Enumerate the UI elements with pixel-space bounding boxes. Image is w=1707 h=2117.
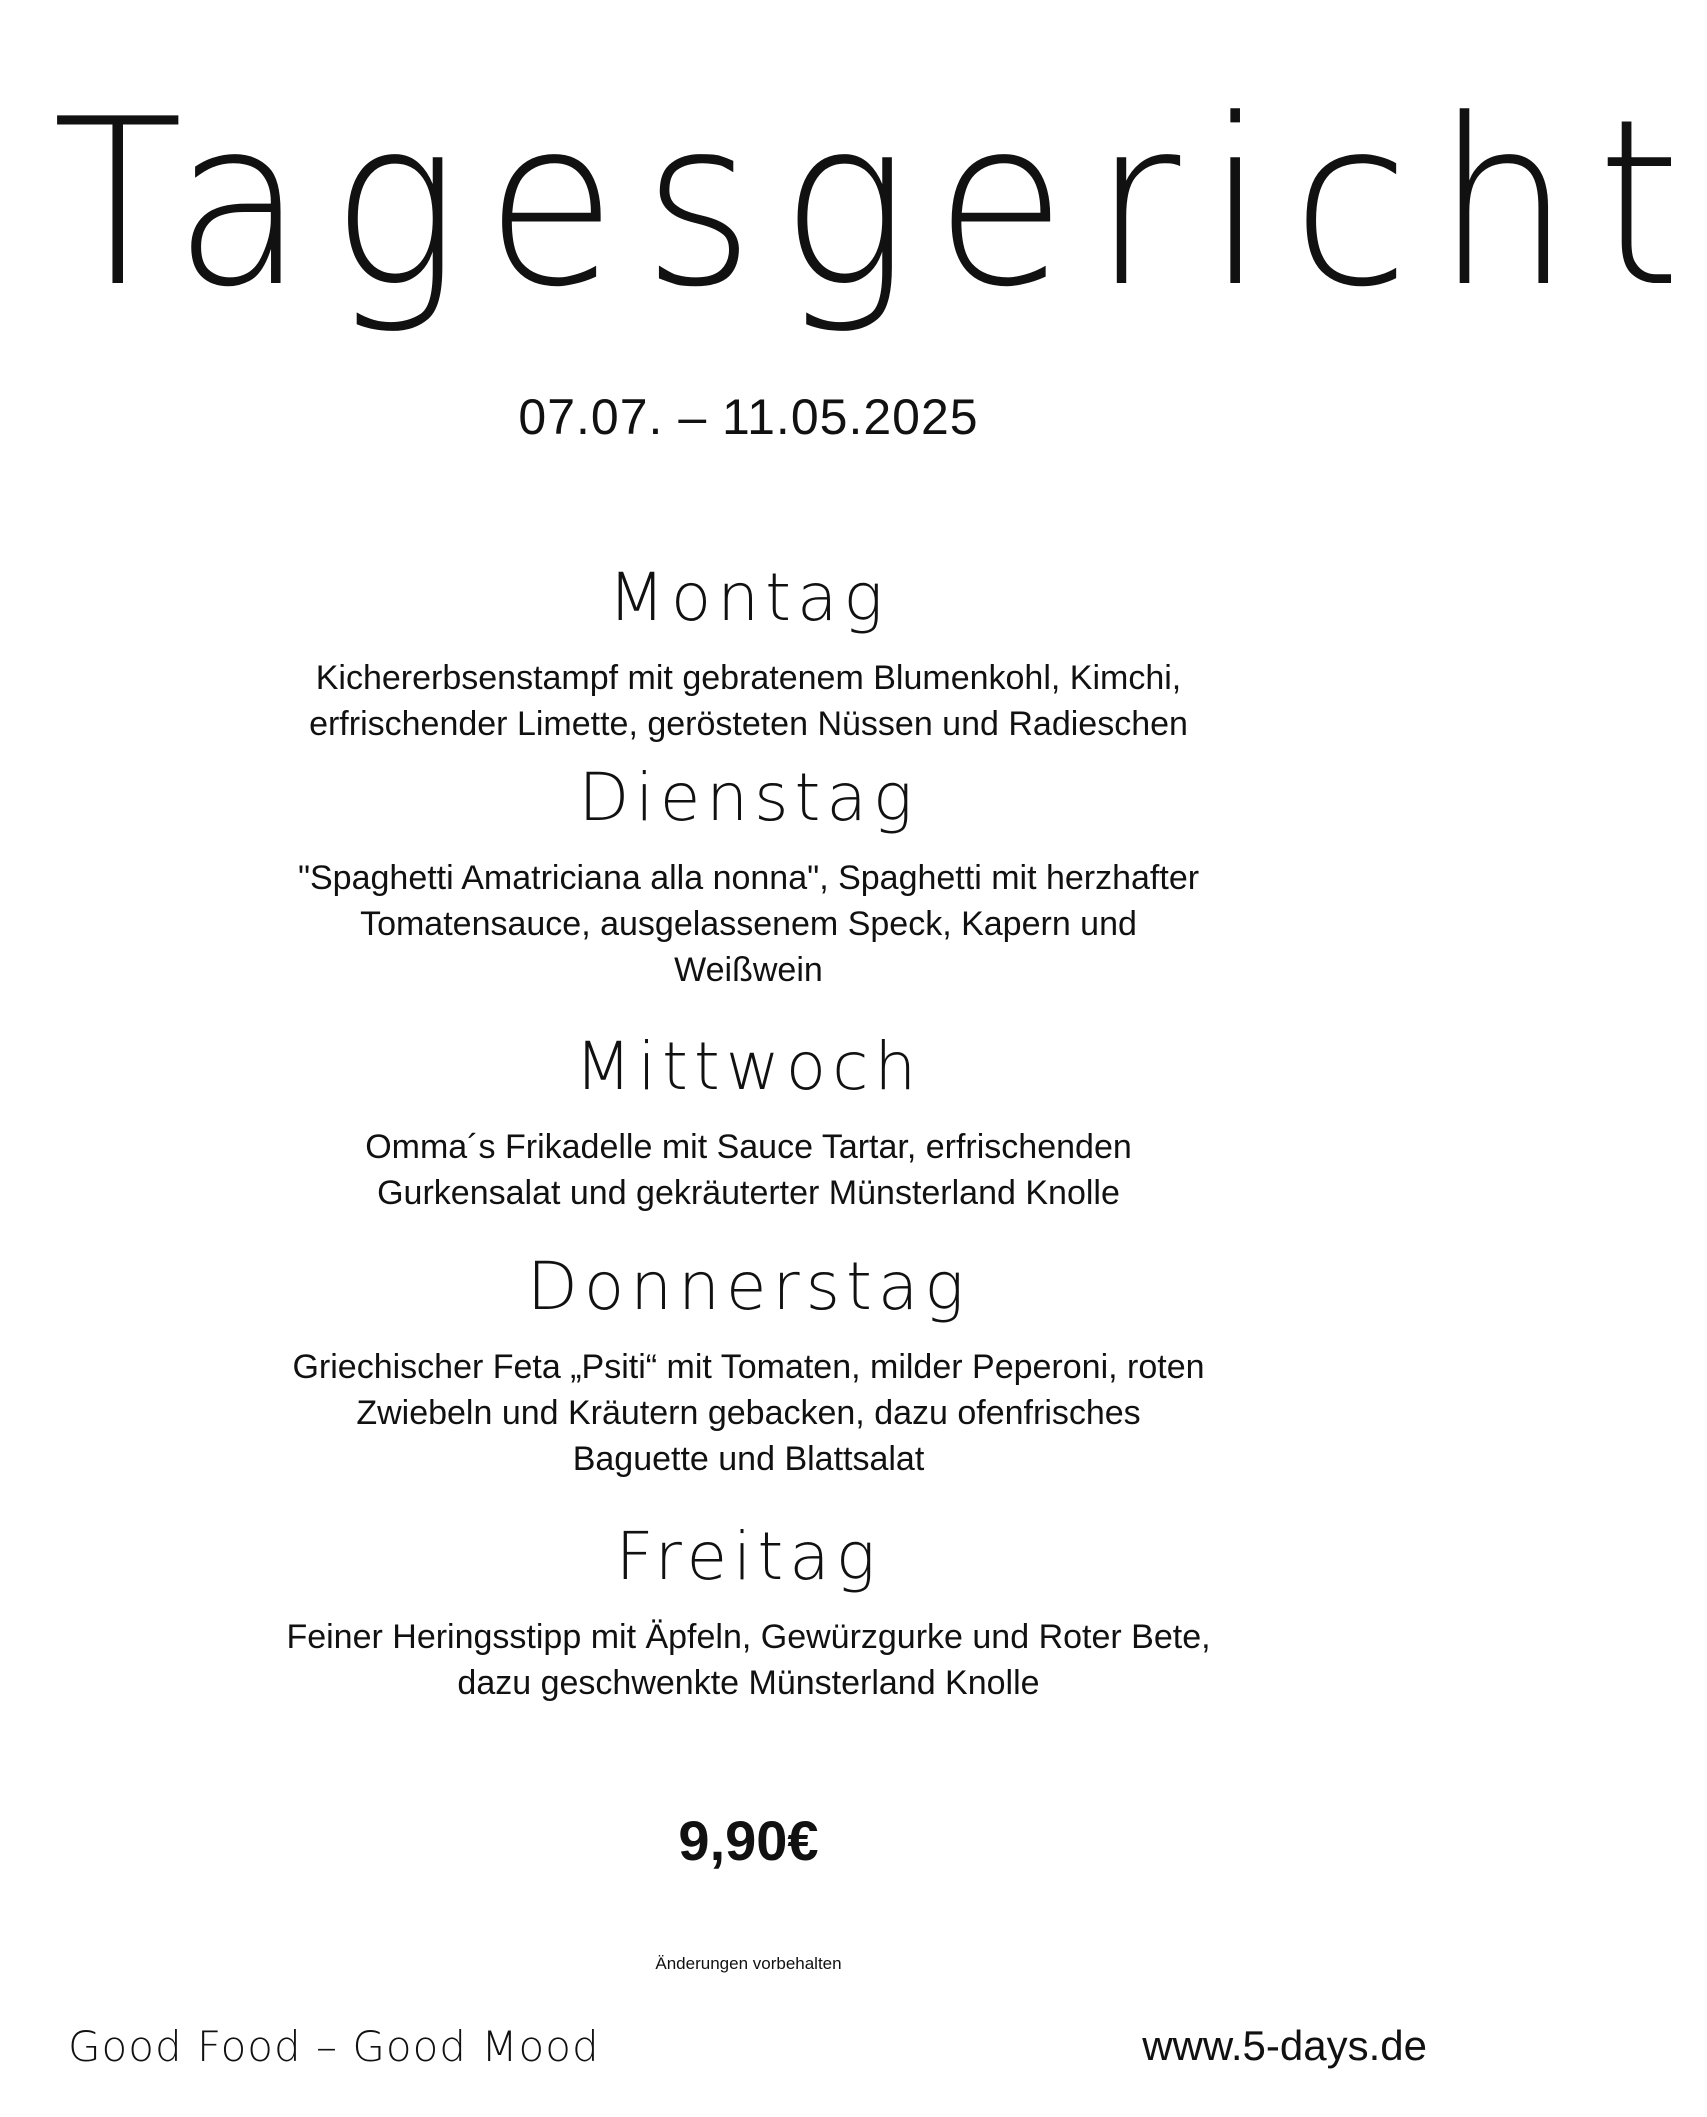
dish-description [199, 855, 1299, 993]
footer-slogan: Good Food – Good Mood [68, 2022, 600, 2071]
dish-line: "Spaghetti Amatriciana alla nonna", Spaghetti mit herzhafter [297, 859, 1200, 897]
day-block-dienstag [0, 759, 1497, 993]
dish-line: Tomatensauce, ausgelassenem Speck, Kapern und [360, 905, 1137, 943]
day-name: Dienstag [578, 759, 919, 836]
day-name: Mittwoch [574, 1028, 923, 1105]
day-block-mittwoch [0, 1028, 1497, 1216]
day-block-freitag [0, 1518, 1497, 1706]
dish-line: Zwiebeln und Kräutern gebacken, dazu ofenfrisches [356, 1394, 1141, 1432]
date-range: 07.07. – 11.05.2025 [518, 389, 979, 445]
dish-description [199, 1124, 1299, 1216]
day-block-montag [0, 559, 1497, 747]
dish-line: Kichererbsenstampf mit gebratenem Blumenkohl, Kimchi, [315, 659, 1182, 697]
dish-line: dazu geschwenkte Münsterland Knolle [457, 1664, 1040, 1702]
dish-line: erfrischender Limette, gerösteten Nüssen und Radieschen [309, 705, 1188, 743]
day-name: Montag [607, 559, 890, 636]
day-name: Donnerstag [527, 1248, 970, 1325]
day-name: Freitag [615, 1518, 882, 1595]
dish-line: Omma´s Frikadelle mit Sauce Tartar, erfrischenden [365, 1128, 1132, 1166]
dish-line: Gurkensalat und gekräuterter Münsterland Knolle [377, 1174, 1120, 1212]
dish-line: Weißwein [674, 951, 823, 989]
dish-line: Griechischer Feta „Psiti“ mit Tomaten, milder Peperoni, roten [292, 1348, 1205, 1386]
price: 9,90€ [678, 1809, 819, 1872]
dish-line: Baguette und Blattsalat [572, 1440, 925, 1478]
disclaimer-note: Änderungen vorbehalten [655, 1954, 842, 1973]
dish-description [199, 1344, 1299, 1482]
day-block-donnerstag [0, 1248, 1497, 1482]
dish-description [199, 655, 1299, 747]
footer-website[interactable]: www.5-days.de [1142, 2022, 1427, 2069]
page-title: Tagesgericht [52, 71, 1707, 338]
dish-description [199, 1614, 1299, 1706]
dish-line: Feiner Heringsstipp mit Äpfeln, Gewürzgurke und Roter Bete, [286, 1618, 1211, 1656]
